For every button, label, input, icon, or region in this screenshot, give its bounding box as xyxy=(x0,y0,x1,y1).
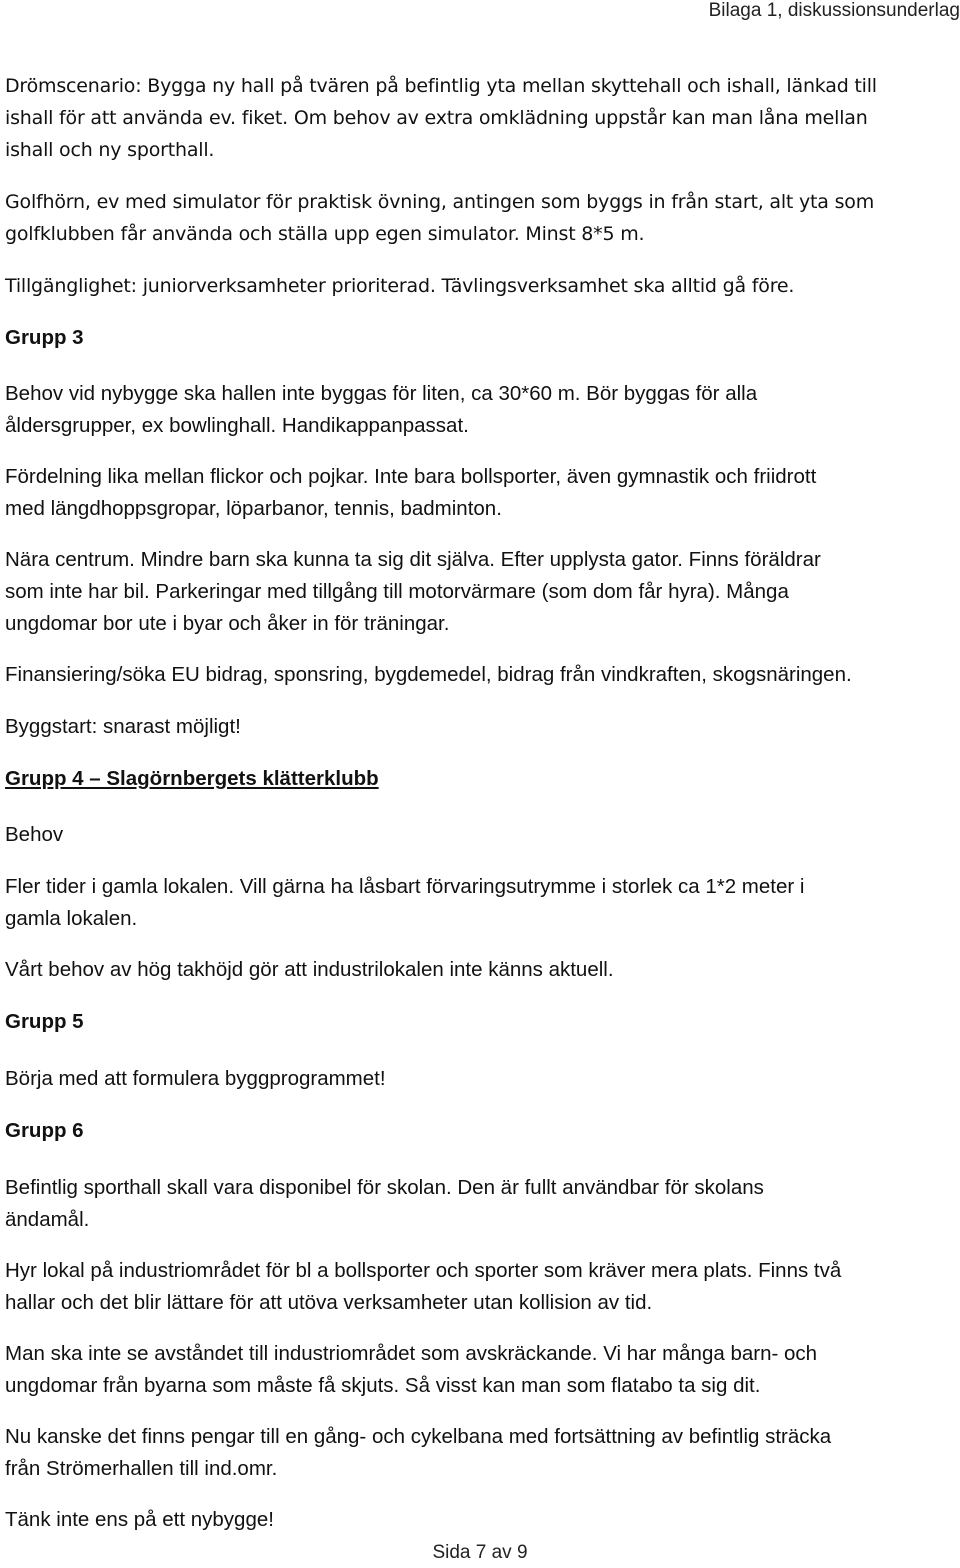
text-line: åldersgrupper, ex bowlinghall. Handikappanpassat. xyxy=(5,414,469,437)
text-line: Finansiering/söka EU bidrag, sponsring, bygdemedel, bidrag från vindkraften, skogsnäringen. xyxy=(5,663,852,686)
text-line: Byggstart: snarast möjligt! xyxy=(5,715,241,738)
text-line: ändamål. xyxy=(5,1208,90,1231)
text-line: Befintlig sporthall skall vara disponibel för skolan. Den är fullt användbar för skolans xyxy=(5,1176,764,1199)
text-line: Vårt behov av hög takhöjd gör att industrilokalen inte känns aktuell. xyxy=(5,958,614,981)
text-line: Fler tider i gamla lokalen. Vill gärna ha låsbart förvaringsutrymme i storlek ca 1*2 meter i xyxy=(5,875,805,898)
text-line: Nära centrum. Mindre barn ska kunna ta sig dit själva. Efter upplysta gator. Finns föräldrar xyxy=(5,548,821,571)
text-line: Man ska inte se avståndet till industriområdet som avskräckande. Vi har många barn- och xyxy=(5,1342,818,1365)
text-line: från Strömerhallen till ind.omr. xyxy=(5,1457,278,1480)
text-line: ungdomar bor ute i byar och åker in för träningar. xyxy=(5,612,450,635)
section-heading-grupp-6: Grupp 6 xyxy=(5,1119,84,1142)
text-line: Nu kanske det finns pengar till en gång- och cykelbana med fortsättning av befintlig sträcka xyxy=(5,1425,832,1448)
text-line: ishall för att använda ev. fiket. Om behov av extra omklädning uppstår kan man låna mellan xyxy=(5,107,868,129)
text-line: golfklubben får använda och ställa upp egen simulator. Minst 8*5 m. xyxy=(5,223,645,245)
text-line: Hyr lokal på industriområdet för bl a bollsporter och sporter som kräver mera plats. Finns två xyxy=(5,1259,842,1282)
page-header: Bilaga 1, diskussionsunderlag xyxy=(708,0,960,21)
text-line: Golfhörn, ev med simulator för praktisk övning, antingen som byggs in från start, alt yta som xyxy=(5,191,875,213)
section-heading-grupp-5: Grupp 5 xyxy=(5,1010,84,1033)
text-line: Tillgänglighet: juniorverksamheter prioriterad. Tävlingsverksamhet ska alltid gå före. xyxy=(5,275,795,297)
text-line: ishall och ny sporthall. xyxy=(5,139,215,161)
text-line: Behov xyxy=(5,823,64,846)
text-line: Fördelning lika mellan flickor och pojkar. Inte bara bollsporter, även gymnastik och friidrott xyxy=(5,465,817,488)
text-line: hallar och det blir lättare för att utöva verksamheter utan kollision av tid. xyxy=(5,1291,653,1314)
section-heading-grupp-3: Grupp 3 xyxy=(5,326,84,349)
text-line: som inte har bil. Parkeringar med tillgång till motorvärmare (som dom får hyra). Många xyxy=(5,580,789,603)
text-line: ungdomar från byarna som måste få skjuts. Så visst kan man som flatabo ta sig dit. xyxy=(5,1374,761,1397)
section-heading-grupp-4: Grupp 4 – Slagörnbergets klätterklubb xyxy=(5,767,379,790)
text-line: Behov vid nybygge ska hallen inte byggas för liten, ca 30*60 m. Bör byggas för alla xyxy=(5,382,758,405)
text-line: Börja med att formulera byggprogrammet! xyxy=(5,1067,386,1090)
page-number: Sida 7 av 9 xyxy=(432,1542,528,1563)
text-line: med längdhoppsgropar, löparbanor, tennis, badminton. xyxy=(5,497,502,520)
text-line: gamla lokalen. xyxy=(5,907,138,930)
text-line: Tänk inte ens på ett nybygge! xyxy=(5,1508,274,1531)
text-line: Drömscenario: Bygga ny hall på tvären på befintlig yta mellan skyttehall och ishall, länkad till xyxy=(5,75,877,97)
